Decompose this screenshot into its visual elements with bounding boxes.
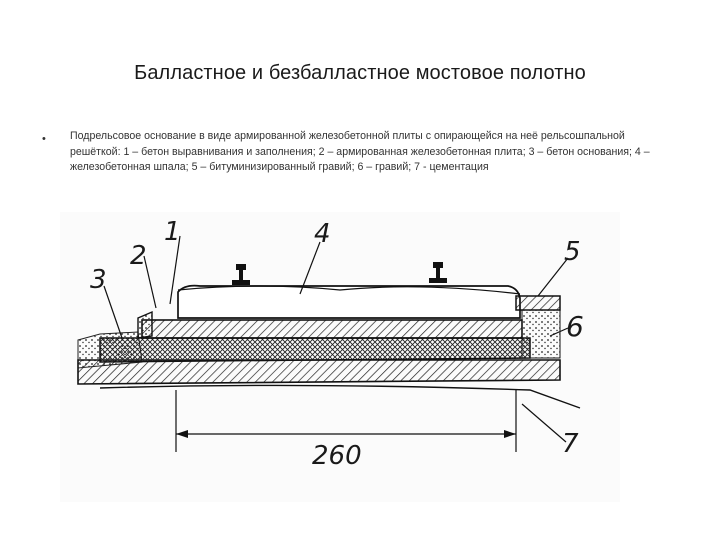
label-4: 4: [314, 219, 331, 249]
reinforced-slab: [142, 320, 522, 338]
sleeper: [178, 286, 520, 318]
label-3: 3: [90, 265, 107, 295]
label-6: 6: [566, 310, 584, 343]
dimension-label: 260: [312, 441, 362, 471]
label-7: 7: [562, 429, 579, 459]
bullet-marker: •: [42, 133, 46, 145]
base-concrete-layer: [78, 360, 560, 384]
slide-title: Балластное и безбалластное мостовое полотно: [134, 62, 586, 84]
label-5: 5: [564, 237, 581, 267]
label-1: 1: [164, 217, 181, 247]
cross-section-figure: [60, 212, 620, 502]
bitumen-gravel-block: [516, 296, 560, 310]
crosshatch-layer: [100, 338, 530, 362]
label-2: 2: [130, 241, 147, 271]
body-text: Подрельсовое основание в виде армированной железобетонной плиты с опирающейся на неё рельсошпальной решёткой: 1 – бетон выравнивания и заполнения; 2 – армированная железобетонная плита; 3 – бетон основания; 4 – железобетонная шпала; 5 – битуминизированный гравий; 6 – гравий; 7 - цементация: [70, 130, 650, 174]
